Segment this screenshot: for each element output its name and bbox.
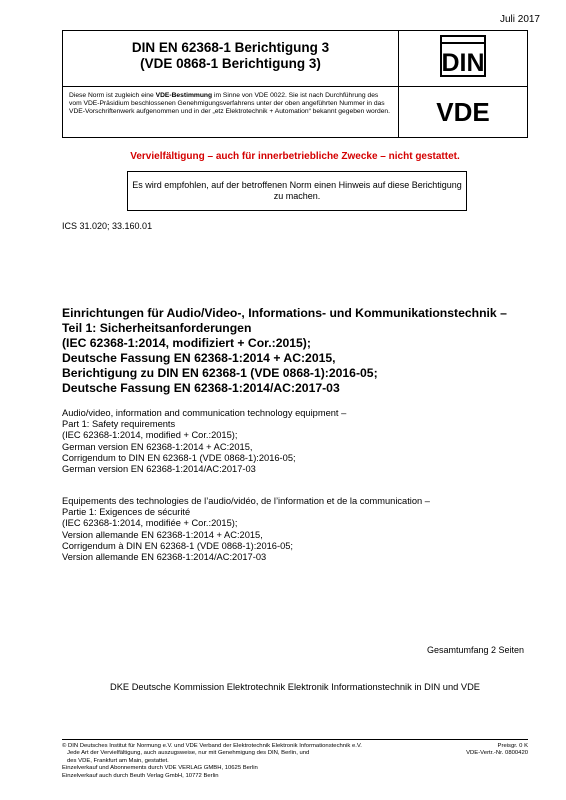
vde-note-bold: VDE-Bestimmung — [155, 92, 213, 99]
title-french-line: Equipements des technologies de l’audio/vidéo, de l’information et de la communication – — [62, 496, 430, 506]
footer-line: © DIN Deutsches Institut für Normung e.V. und VDE Verband der Elektrotechnik Elektronik Informationstechnik e.V. — [62, 743, 362, 749]
footer-line: des VDE, Frankfurt am Main, gestattet. — [67, 757, 169, 764]
din-logo — [399, 31, 527, 87]
din-logo-cell — [399, 31, 527, 87]
title-english-line: (IEC 62368-1:2014, modified + Cor.:2015); — [62, 430, 238, 441]
title-french-line: Version allemande EN 62368-1:2014/AC:2017-03 — [62, 552, 267, 563]
title-english-line: German version EN 62368-1:2014 + AC:2015, — [62, 441, 253, 452]
din-logo-text: DIN — [441, 49, 485, 77]
footer-line: Einzelverkauf auch durch Beuth Verlag GmbH, 10772 Berlin — [62, 772, 219, 779]
title-english — [62, 408, 532, 475]
footer-copyright — [62, 743, 402, 780]
dke-line: DKE Deutsche Kommission Elektrotechnik Elektronik Informationstechnik in DIN und VDE — [110, 682, 480, 692]
vde-logo-text: VDE — [436, 97, 490, 127]
standard-title-line-2: (VDE 0868-1 Berichtigung 3) — [140, 56, 321, 71]
ics-codes: ICS 31.020; 33.160.01 — [62, 221, 153, 231]
title-german-line: Berichtigung zu DIN EN 62368-1 (VDE 0868-1):2016-05; — [62, 366, 378, 380]
title-german-line: Einrichtungen für Audio/Video-, Informations- und Kommunikationstechnik – — [62, 306, 507, 320]
title-english-line: Corrigendum to DIN EN 62368-1 (VDE 0868-1):2016-05; — [62, 452, 296, 463]
vde-order-number: VDE-Vertr.-Nr. 0800420 — [466, 750, 528, 757]
title-french-line: Partie 1: Exigences de sécurité — [62, 507, 191, 518]
title-english-line: Part 1: Safety requirements — [62, 419, 176, 430]
title-english-line: German version EN 62368-1:2014/AC:2017-03 — [62, 464, 256, 475]
standard-title-line-1: DIN EN 62368-1 Berichtigung 3 — [131, 40, 330, 55]
vde-logo-cell — [399, 87, 527, 137]
title-german-line: Deutsche Fassung EN 62368-1:2014 + AC:2015, — [62, 351, 336, 365]
vde-note-rest: im Sinne von VDE 0022. Sie ist nach Durchführung des vom VDE-Präsidium beschlossenen Genehmigungsverfahrens unter der oben angeführten Nummer in das VDE-Vorschriftenwerk aufgenommen und in der „etz Elektrotechnik + Automation“ bekannt gegeben worden. — [69, 92, 390, 116]
title-german-line: Teil 1: Sicherheitsanforderungen — [62, 321, 252, 335]
standard-title — [63, 31, 399, 87]
total-pages: Gesamtumfang 2 Seiten — [426, 645, 524, 655]
title-french-line: Corrigendum à DIN EN 62368-1 (VDE 0868-1):2016-05; — [62, 540, 293, 551]
footer-price-info — [466, 743, 528, 758]
footer-divider — [62, 739, 528, 740]
title-french-line: Version allemande EN 62368-1:2014 + AC:2015, — [62, 529, 263, 540]
copy-warning: Vervielfältigung – auch für innerbetriebliche Zwecke – nicht gestattet. — [130, 151, 460, 162]
title-german-line: Deutsche Fassung EN 62368-1:2014/AC:2017-03 — [62, 381, 340, 395]
title-german-line: (IEC 62368-1:2014, modifiziert + Cor.:2015); — [62, 336, 311, 350]
recommendation-box: Es wird empfohlen, auf der betroffenen Norm einen Hinweis auf diese Berichtigung zu machen. — [127, 171, 467, 211]
vde-note-prefix: Diese Norm ist zugleich eine — [69, 92, 156, 99]
header-box — [62, 30, 528, 138]
title-german — [62, 306, 532, 396]
title-french — [62, 496, 532, 563]
vde-note — [63, 87, 399, 137]
footer-line: Jede Art der Vervielfältigung, auch auszugsweise, nur mit Genehmigung des DIN, Berlin, und — [67, 750, 310, 757]
price-group: Preisgr. 0 K — [497, 743, 528, 749]
publication-date: Juli 2017 — [499, 14, 540, 25]
title-french-line: (IEC 62368-1:2014, modifiée + Cor.:2015); — [62, 518, 238, 529]
vde-logo — [399, 87, 527, 137]
footer-line: Einzelverkauf und Abonnements durch VDE VERLAG GMBH, 10625 Berlin — [62, 765, 258, 772]
title-english-line: Audio/video, information and communication technology equipment – — [62, 408, 347, 418]
